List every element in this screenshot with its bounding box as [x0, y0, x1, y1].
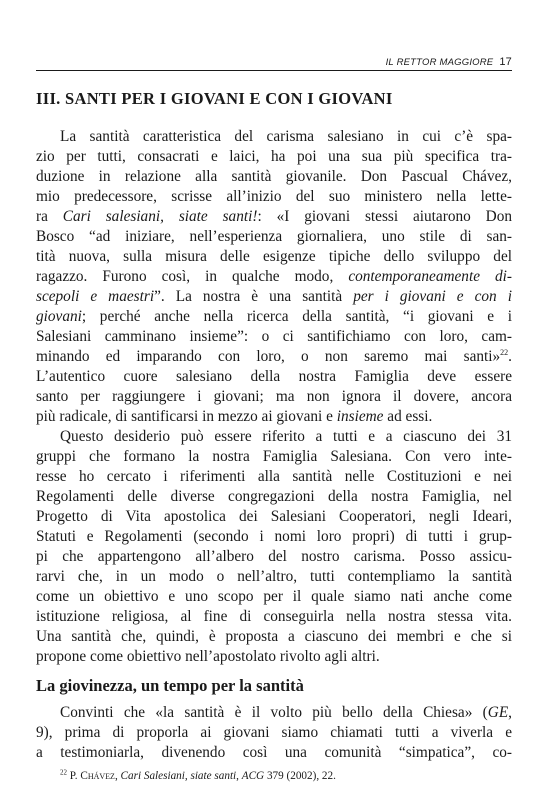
paragraph-line: [36, 307, 512, 327]
paragraph-line: 9), prima di proporla ai giovani siamo chiamati tutti a viverla e: [36, 724, 512, 741]
text-run: Convinti che «la santità è il volto più bello della Chiesa» (: [60, 704, 488, 721]
text-run: .: [508, 348, 512, 365]
text-run: : «I giovani stessi aiutarono Don: [257, 208, 512, 225]
paragraph-line: duzione in relazione alla santità giovanile. Don Pascual Chávez,: [36, 168, 512, 185]
footnote-author: P. Chávez: [69, 770, 115, 782]
italic-abbrev: GE: [487, 704, 509, 721]
paragraph-line: Salesiani camminano insieme”: o ci santifichiamo con loro, cam-: [36, 328, 512, 345]
paragraph-line: come un obiettivo e uno scopo per il quale siamo nati anche come: [36, 588, 512, 605]
paragraph-line: Bosco “ad iniziare, nell’esperienza giornaliera, uno stile di san-: [36, 228, 512, 245]
running-title: IL RETTOR MAGGIORE: [385, 57, 494, 68]
header-rule: [36, 70, 512, 71]
italic-run: per i giovani e con i: [353, 288, 512, 305]
paragraph-line: propone come obiettivo nell’apostolato rivolto agli altri.: [36, 648, 380, 665]
text-run: ra: [36, 208, 63, 225]
text-run: ad essi.: [383, 408, 433, 425]
text-run: ; perché anche nella ricerca della santità, “i giovani e i: [81, 308, 512, 325]
footnote-rest: 379 (2002), 22.: [264, 770, 336, 782]
italic-run: scepoli e maestri: [36, 288, 155, 305]
paragraph-line: La santità caratteristica del carisma salesiano in cui c’è spa-: [60, 128, 512, 145]
paragraph-line: santo per raggiungere i giovani; ma non ignora il dovere, ancora: [36, 388, 512, 405]
text-run: ”. La nostra è una santità: [154, 288, 354, 305]
paragraph-line: Questo desiderio può essere riferito a tutti e a ciascuno dei 31: [60, 428, 512, 445]
paragraph-line: resse ho cercato i riferimenti alla santità nelle Costituzioni e nei: [36, 468, 512, 485]
footnote-mark: 22: [60, 768, 67, 777]
italic-run: giovani: [36, 308, 82, 325]
text-run: ragazzo. Furono così, in qualche modo,: [36, 268, 349, 285]
section-title: III. SANTI PER I GIOVANI E CON I GIOVANI: [36, 89, 393, 108]
page-number: 17: [499, 56, 512, 68]
paragraph-line: pi che appartengono all’albero del nostro carisma. Posso assicu-: [36, 548, 512, 565]
subsection-title: La giovinezza, un tempo per la santità: [36, 676, 304, 695]
paragraph-line: a testimoniarla, divenendo così una comunità “simpatica”, co-: [36, 744, 512, 761]
paragraph-line: [36, 267, 512, 287]
paragraph-line: Progetto di Vita apostolica dei Salesiani Cooperatori, negli Ideari,: [36, 508, 512, 525]
paragraph-line: rarvi che, in un modo o nell’altro, tutti contempliamo la santità: [36, 568, 512, 585]
paragraph-line: mio predecessore, scrisse all’inizio del suo ministero nella lette-: [36, 188, 512, 205]
footnote-ref: 22: [500, 347, 509, 357]
italic-run: contemporaneamente di-: [348, 268, 513, 285]
paragraph-line: [36, 287, 512, 307]
paragraph-line: Regolamenti delle diverse congregazioni della nostra Famiglia, nel: [36, 488, 512, 505]
paragraph-line: gruppi che formano la nostra Famiglia Salesiana. Con vero inte-: [36, 448, 512, 465]
book-page: [36, 0, 512, 791]
running-head: [36, 56, 512, 68]
italic-run: insieme: [336, 408, 384, 425]
text-run: minando ed imparando con loro, o non saremo mai santi»: [36, 348, 501, 365]
paragraph-line: L’autentico cuore salesiano della nostra Famiglia deve essere: [36, 368, 512, 385]
footnote-title: Cari Salesiani, siate santi: [120, 770, 237, 782]
paragraph-line: [60, 703, 512, 723]
text-run: più radicale, di santificarsi in mezzo ai giovani e: [36, 408, 337, 425]
paragraph-line: [36, 347, 512, 367]
footnote-journal: ACG: [241, 770, 265, 782]
paragraph-line: [36, 207, 512, 227]
paragraph-line: istituzione religiosa, al fine di conseguirla nella nostra stessa vita.: [36, 608, 512, 625]
text-run: ,: [508, 704, 512, 721]
paragraph-line: Statuti e Regolamenti (secondo i nomi loro propri) di tutti i grup-: [36, 528, 512, 545]
paragraph-line: [36, 407, 512, 427]
paragraph-line: tità nuova, sulla misura delle esigenze tipiche dello sviluppo del: [36, 248, 512, 265]
footnote: $^{22}$ P. Chávez, Cari Salesiani, siate santi, ACG 379 (2002), 22.: [60, 768, 336, 782]
italic-title: Cari salesiani, siate santi!: [62, 208, 258, 225]
paragraph-line: Una santità che, quindi, è proposta a ciascuno dei membri e che si: [36, 628, 512, 645]
paragraph-line: zio per tutti, consacrati e laici, ha poi una sua più specifica tra-: [36, 148, 512, 165]
